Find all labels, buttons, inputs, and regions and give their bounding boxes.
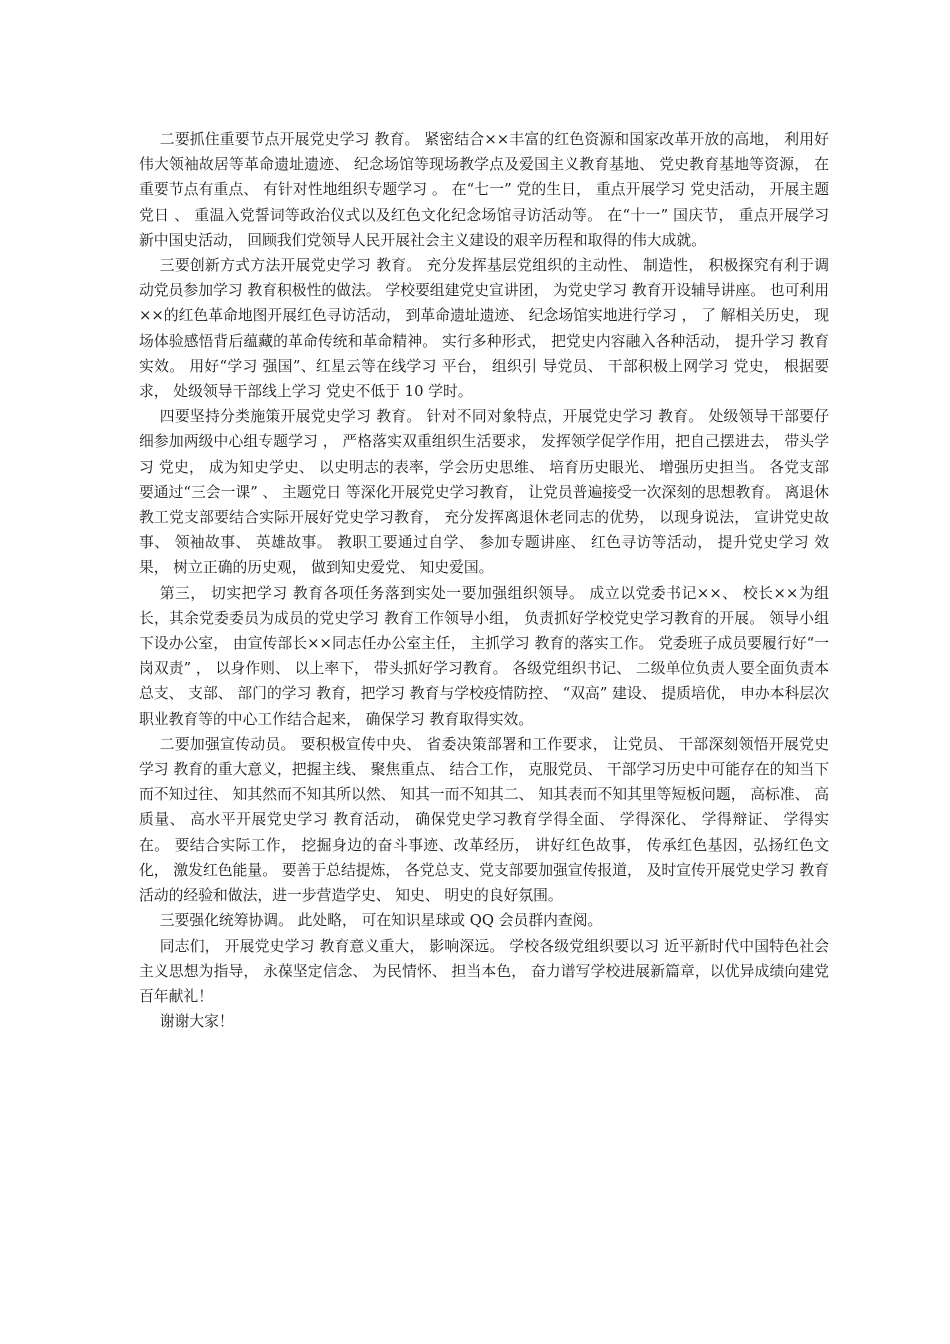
- paragraph-innovate-methods: 三要创新方式方法开展党史学习 教育。 充分发挥基层党组织的主动性、 制造性， 积极探究有利于调动党员参加学习 教育积极性的做法。 学校要组建党史宣讲团， 为党史学习 教育开设辅导讲座。 也可利用 ××的红色革命地图开展红色寻访活动， 到革命遗址遗迹、 纪念场馆实地进行学习 ， 了 解相关历史， 现场体验感悟背后蕴藏的革命传统和革命精神。 实行多种形式， 把党史内容融入各种活动， 提升学习 教育实效。 用好“学习 强国”、红星云等在线学习 平台， 组织引 导党员、 干部积极上网学习 党史， 根据要求， 处级领导干部线上学习 党史不低于 10 学时。: [139, 257, 829, 401]
- document-body: [139, 127, 829, 1034]
- paragraph-key-nodes: 二要抓住重要节点开展党史学习 教育。 紧密结合××丰富的红色资源和国家改革开放的高地， 利用好伟大领袖故居等革命遗址遗迹、 纪念场馆等现场教学点及爱国主义教育基地、 党史教育基地等资源， 在重要节点有重点、 有针对性地组织专题学习 。 在“七一” 党的生日， 重点开展学习 党史活动， 开展主题党日 、 重温入党誓词等政治仪式以及红色文化纪念场馆寻访活动等。 在“十一” 国庆节， 重点开展学习 新中国史活动， 回顾我们党领导人民开展社会主义建设的艰辛历程和取得的伟大成就。: [139, 131, 829, 249]
- paragraph-publicity-mobilization: 二要加强宣传动员。 要积极宣传中央、 省委决策部署和工作要求， 让党员、 干部深刻领悟开展党史学习 教育的重大意义，把握主线、 聚焦重点、 结合工作， 克服党员、 干部学习历史中可能存在的知当下而不知过往、 知其然而不知其所以然、 知其一而不知其二、 知其表而不知其里等短板问题， 高标准、 高质量、 高水平开展党史学习 教育活动， 确保党史学习教育学得全面、 学得深化、 学得辩证、 学得实在。 要结合实际工作， 挖掘身边的奋斗事迹、改革经历， 讲好红色故事， 传承红色基因，弘扬红色文化， 激发红色能量。 要善于总结提炼， 各党总支、党支部要加强宣传报道， 及时宣传开展党史学习 教育活动的经验和做法，进一步营造学史、 知史、 明史的良好氛围。: [139, 735, 829, 905]
- paragraph-classified-measures: 四要坚持分类施策开展党史学习 教育。 针对不同对象特点，开展党史学习 教育。 处级领导干部要仔细参加两级中心组专题学习 ， 严格落实双重组织生活要求， 发挥领学促学作用，把自己摆进去， 带头学习 党史， 成为知史学史、 以史明志的表率，学会历史思维、 培育历史眼光、 增强历史担当。 各党支部要通过“三会一课” 、 主题党日 等深化开展党史学习教育， 让党员普遍接受一次深刻的思想教育。 离退休教工党支部要结合实际开展好党史学习教育， 充分发挥离退休老同志的优势， 以现身说法， 宣讲党史故事、 领袖故事、 英雄故事。 教职工要通过自学、 参加专题讲座、 红色寻访等活动， 提升党史学习 效果， 树立正确的历史观， 做到知史爱党、 知史爱国。: [139, 408, 829, 577]
- paragraph-coordination: 三要强化统筹协调。 此处略， 可在知识星球或 QQ 会员群内查阅。: [159, 912, 603, 930]
- paragraph-organization-leadership: 第三， 切实把学习 教育各项任务落到实处一要加强组织领导。 成立以党委书记××、 校长××为组长，其余党委委员为成员的党史学习 教育工作领导小组， 负责抓好学校党史学习教育的开展。 领导小组下设办公室， 由宣传部长××同志任办公室主任， 主抓学习 教育的落实工作。 党委班子成员要履行好“一岗双责” ， 以身作则、 以上率下， 带头抓好学习教育。 各级党组织书记、 二级单位负责人要全面负责本总支、 支部、 部门的学习 教育，把学习 教育与学校疫情防控、 “双高” 建设、 提质培优， 申办本科层次职业教育等的中心工作结合起来， 确保学习 教育取得实效。: [139, 584, 829, 728]
- paragraph-thanks: 谢谢大家！: [159, 1013, 234, 1031]
- paragraph-closing: 同志们， 开展党史学习 教育意义重大， 影响深远。 学校各级党组织要以习 近平新时代中国特色社会主义思想为指导， 永葆坚定信念、 为民情怀、 担当本色， 奋力谱写学校进展新篇章，以优异成绩向建党百年献礼！: [139, 937, 829, 1005]
